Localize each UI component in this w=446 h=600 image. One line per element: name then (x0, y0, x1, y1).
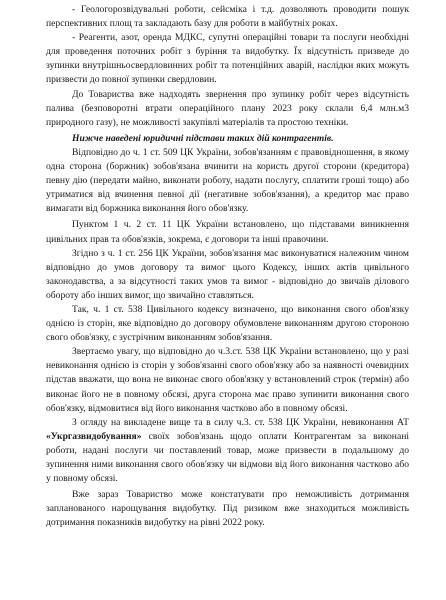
paragraph-article-256: Згідно з ч. 1 ст. 256 ЦК України, зобов'язання має виконуватися належним чином відповідно до умов договору та вимог цього Кодексу, інших актів цивільного законодавства, а за відсутності таких умов та вимог - відповідно до звичаїв ділового обороту або інших вимог, що звичайно ставляться. (46, 247, 409, 301)
bullet-reagents: - Реагенти, азот, оренда МДКС, супутні операційні товари та послуги необхідні для проведення поточних робіт з буріння та видобутку. Їх відсутність призведе до зупинки внутрішньосвердловинних робіт та потенційних аварій, наслідки яких можуть призвести до повної зупинки свердловин. (46, 32, 409, 86)
paragraph-article-538-part3: Звертаємо увагу, що відповідно до ч.3.ст. 538 ЦК України встановлено, що у разі невиконання однією із сторін у зобов'язанні свого обов'язку або за наявності очевидних підстав вважати, що вона не виконає свого обов'язку у встановлений строк (термін) або виконає його не в повному обсязі, друга сторона має право зупинити виконання свого обов'язку, відмовитися від його виконання частково або в повному обсязі. (46, 346, 409, 414)
paragraph-article-538-part1: Так, ч. 1 ст. 538 Цивільного кодексу визначено, що виконання свого обов'язку однією із сторін, яке відповідно до договору обумовлене виконанням другою стороною свого обов'язку, є зустрічним виконанням зобов'язання. (46, 303, 409, 344)
paragraph-production-risk: Вже зараз Товариство може констатувати про неможливість дотримання запланованого нарощування видобутку. Під ризиком вже знаходиться можливість дотримання показників видобутку на рівні 2022 року. (46, 489, 409, 529)
company-name: «Укргазвидобування» (46, 430, 142, 442)
paragraph-conclusion (46, 416, 409, 486)
paragraph-article-509: Відповідно до ч. 1 ст. 509 ЦК України, зобов'язанням є правовідношення, в якому одна сторона (боржник) зобов'язана вчинити на користь другої сторони (кредитора) певну дію (передати майно, виконати роботу, надати послугу, сплатити гроші тощо) або утриматися від вчинення певної дії (негативне зобов'язання), а кредитор має право вимагати від боржника виконання його обов'язку. (46, 146, 409, 215)
bullet-exploration: - Геологорозвідувальні роботи, сейсміка і т.д. дозволяють проводити пошук перспективних площ та закладають базу для роботи в майбутніх роках. (46, 4, 409, 30)
conclusion-text-start: З огляду на викладене вище та в силу ч.3. ст. 538 ЦК України, невиконання АТ (72, 416, 409, 428)
paragraph-article-11: Пунктом 1 ч. 2 ст. 11 ЦК України встановлено, що підставами виникнення цивільних прав та обов'язків, зокрема, є договори та інші правочини. (46, 219, 409, 245)
section-heading: Нижче наведені юридичні підстави таких дій контрагентів. (72, 132, 334, 144)
paragraph-fuel-stoppage: До Товариства вже надходять звернення про зупинку робіт через відсутність палива (безповоротні втрати операційного плану 2023 року склали 6,4 млн.м3 природного газу), не можливості закупівлі матеріалів та простою техніки. (46, 88, 409, 128)
conclusion-text-end: своїх зобов'язань щодо оплати Контрагентам за виконані роботи, надані послуги чи поставлений товар, може призвести в подальшому до зупинення ними виконання свого обов'язку чи відмови від його виконання частково або у повному обсязі. (46, 430, 409, 485)
